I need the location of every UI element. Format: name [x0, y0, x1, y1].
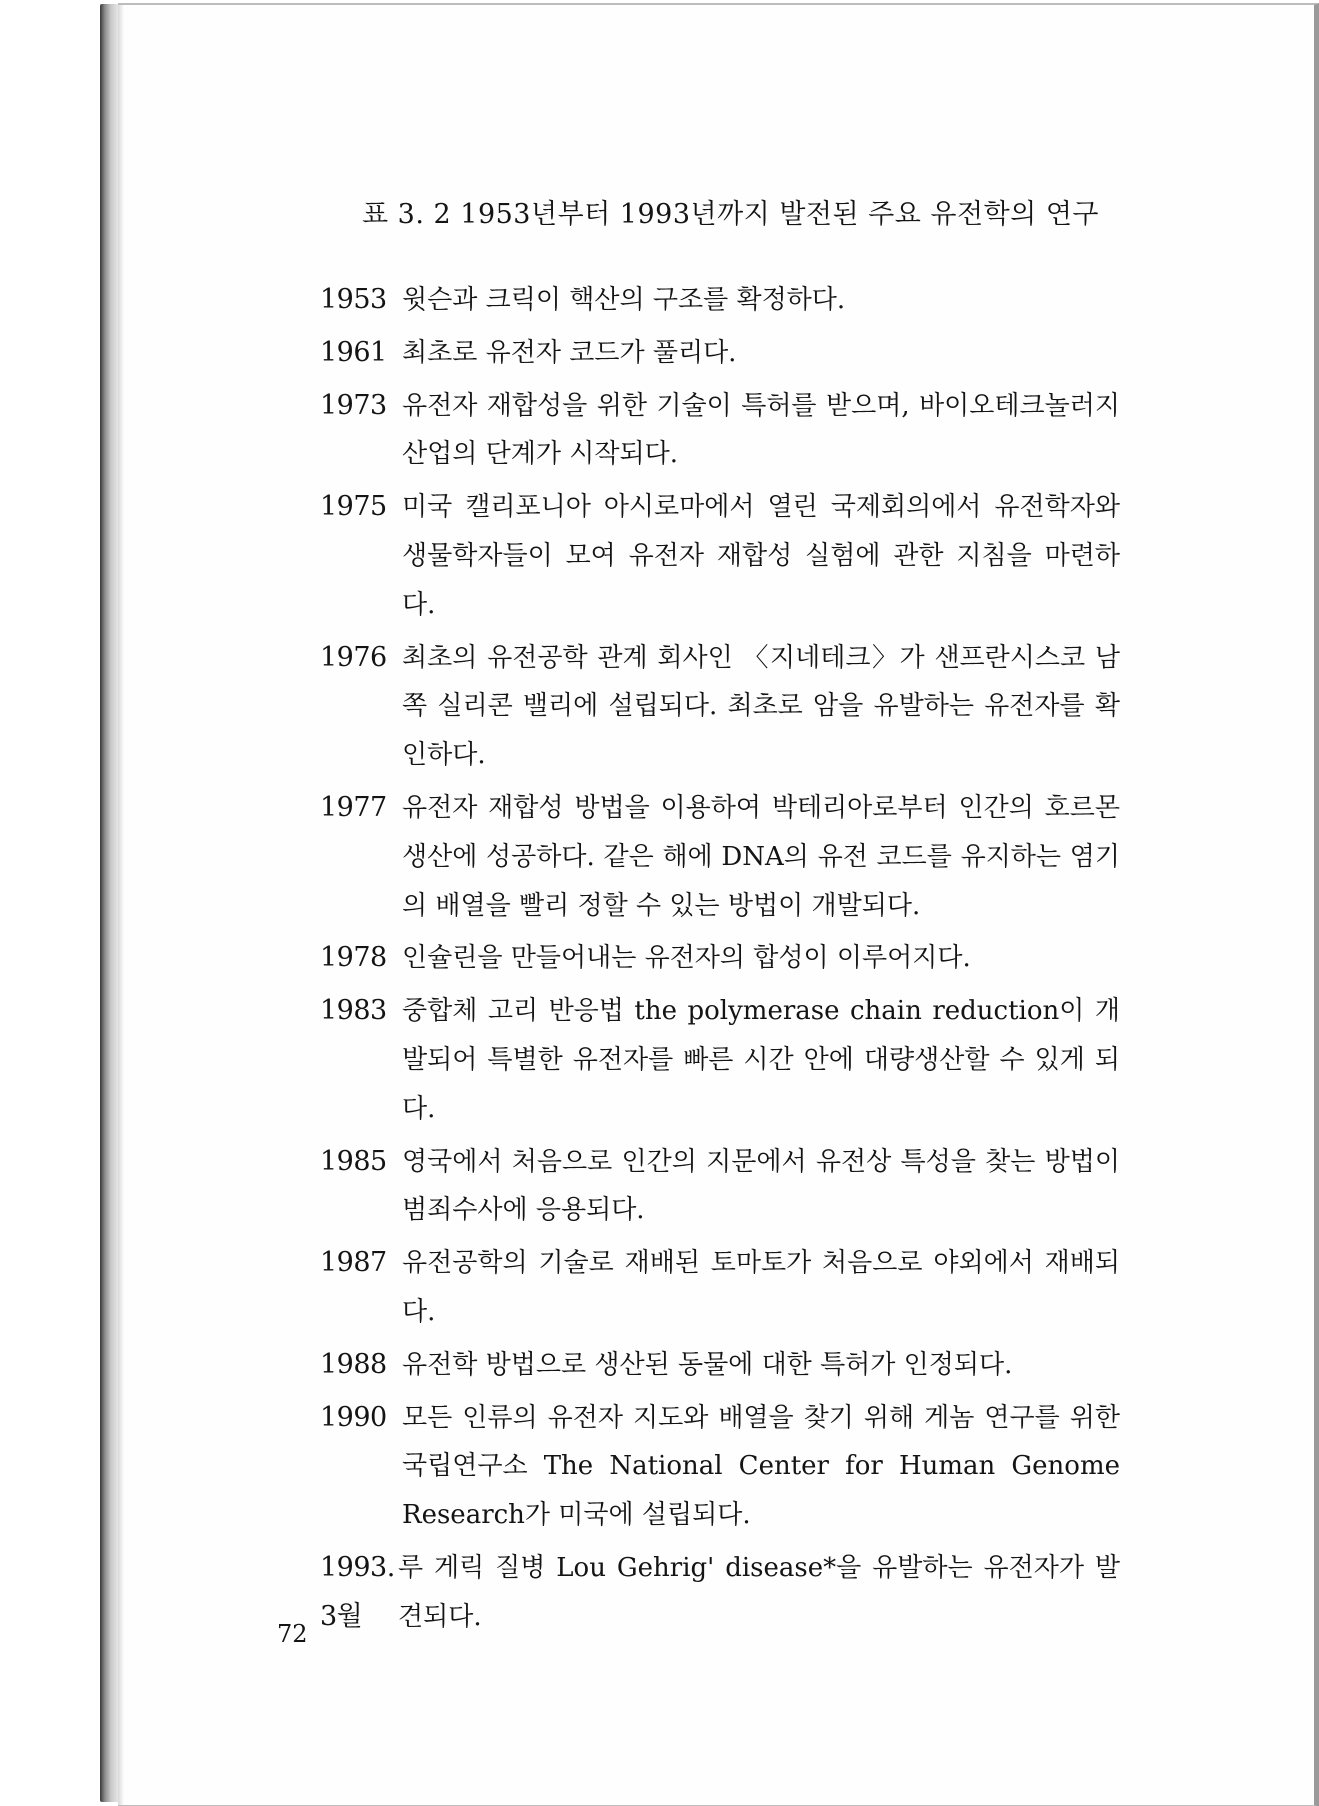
entry-year: 1983 — [320, 995, 387, 1027]
timeline-entry — [320, 934, 1120, 983]
entry-text: 루 게릭 질병 Lou Gehrig' disease*을 유발하는 유전자가 발견되다. — [398, 1552, 1120, 1632]
entry-text: 중합체 고리 반응법 the polymerase chain reduction이 개발되어 특별한 유전자를 빠른 시간 안에 대량생산할 수 있게 되다. — [402, 996, 1120, 1124]
entry-text: 최초의 유전공학 관계 회사인 〈지네테크〉가 샌프란시스코 남쪽 실리콘 밸리에 설립되다. 최초로 암을 유발하는 유전자를 확인하다. — [402, 642, 1120, 771]
entry-text: 유전공학의 기술로 재배된 토마토가 처음으로 야외에서 재배되다. — [402, 1248, 1120, 1327]
entry-year: 1987 — [320, 1247, 387, 1279]
entry-year: 1985 — [320, 1145, 387, 1177]
timeline-entry — [320, 382, 1120, 480]
entry-text: 모든 인류의 유전자 지도와 배열을 찾기 위해 게놈 연구를 위한 국립연구소 The National Center for Human Genome Research가 미국에 설립되다. — [402, 1402, 1120, 1531]
timeline-entry — [320, 329, 1120, 378]
timeline-entry — [320, 784, 1120, 930]
entry-year: 1975 — [320, 491, 387, 523]
timeline-entry — [320, 1341, 1120, 1390]
entry-text: 미국 캘리포니아 아시로마에서 열린 국제회의에서 유전학자와 생물학자들이 모여 유전자 재합성 실험에 관한 지침을 마련하다. — [402, 492, 1120, 620]
timeline-entry — [320, 1239, 1120, 1337]
timeline-entry — [320, 1138, 1120, 1236]
book-spine-edge — [100, 4, 120, 1802]
timeline-entry — [320, 987, 1120, 1133]
entry-year: 1973 — [320, 389, 387, 421]
timeline-list — [320, 276, 1120, 1646]
timeline-entry — [320, 1394, 1120, 1540]
entry-year: 1990 — [320, 1401, 387, 1433]
table-title: 표 3. 2 1953년부터 1993년까지 발전된 주요 유전학의 연구 — [362, 199, 1099, 230]
entry-text: 최초로 유전자 코드가 풀리다. — [402, 337, 737, 368]
entry-text: 유전자 재합성 방법을 이용하여 박테리아로부터 인간의 호르몬 생산에 성공하다. 같은 해에 DNA의 유전 코드를 유지하는 염기의 배열을 빨리 정할 수 있는 방법이 개발되다. — [402, 792, 1120, 921]
entry-year: 1976 — [320, 641, 387, 673]
entry-text: 영국에서 처음으로 인간의 지문에서 유전상 특성을 찾는 방법이 범죄수사에 응용되다. — [402, 1146, 1120, 1226]
entry-year: 1953 — [320, 284, 387, 315]
entry-year: 1978 — [320, 942, 387, 974]
entry-text: 유전자 재합성을 위한 기술이 특허를 받으며, 바이오테크놀러지 산업의 단계가 시작되다. — [402, 390, 1120, 470]
entry-year: 1988 — [320, 1348, 387, 1380]
entry-year: 1961 — [320, 336, 387, 368]
timeline-entry — [320, 483, 1120, 629]
timeline-entry — [320, 1544, 1120, 1642]
entry-year: 1993. 3월 — [320, 1551, 395, 1632]
page-number: 72 — [277, 1620, 308, 1648]
entry-text: 윗슨과 크릭이 핵산의 구조를 확정하다. — [402, 285, 846, 315]
entry-year: 1977 — [320, 791, 387, 823]
timeline-entry — [320, 634, 1120, 780]
entry-text: 유전학 방법으로 생산된 동물에 대한 특허가 인정되다. — [402, 1349, 1013, 1380]
entry-text: 인슐린을 만들어내는 유전자의 합성이 이루어지다. — [402, 943, 971, 974]
left-margin — [0, 0, 110, 1806]
timeline-entry — [320, 276, 1120, 325]
